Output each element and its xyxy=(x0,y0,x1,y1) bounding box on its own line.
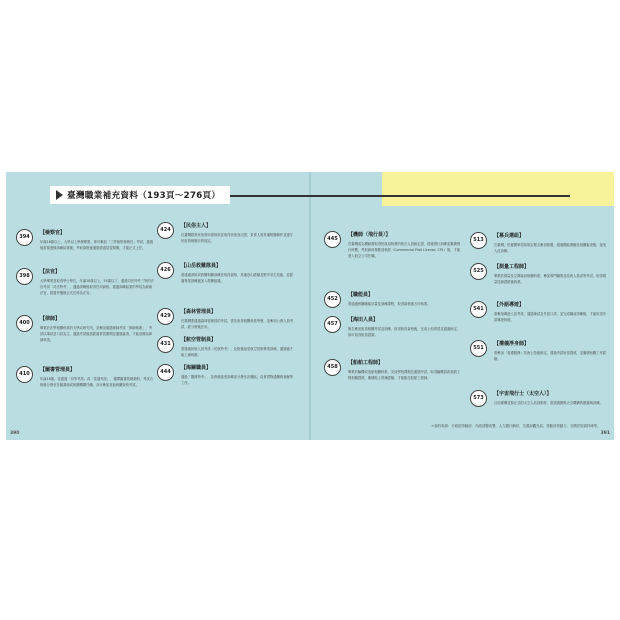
page-number-badge: 410 xyxy=(16,366,33,383)
entry-body: 目前臺灣並無正式的太空人培訓制度，需透過國際太空機構的甄選與訓練。 xyxy=(494,401,603,405)
book-spread xyxy=(6,172,614,440)
page-number-badge: 394 xyxy=(16,229,33,246)
entry-title: 【檢察官】 xyxy=(40,230,66,236)
entry-body: 需參加「喪禮服務」技術士技能檢定，通過考試取得證照，並累積相關工作經驗。 xyxy=(494,351,607,361)
entry-body: 在臺灣成為機師需取得民航局核發的航空人員檢定證，經過飛行訓練並累積飛行時數，考取商用駕駛員執照（Commercial Pilot License, CPL）後，才能進入航空公司任職。 xyxy=(348,242,461,258)
entry-body: 在臺灣經營民宿需申請核准並取得民宿登記證，負責人需具備相關條件並遵守民宿管理辦法的規定。 xyxy=(181,233,294,243)
section-title: 臺灣職業補充資料（193頁～276頁） xyxy=(67,191,221,201)
page-number-badge: 573 xyxy=(470,390,487,407)
entry-title: 【宇宙飛行士（太空人）】 xyxy=(494,391,552,397)
entry-marine-engineer xyxy=(327,360,463,381)
entry-mountain-rescue xyxy=(160,263,296,284)
entry-title: 【募兵選組】 xyxy=(494,233,525,239)
page-number-badge: 431 xyxy=(157,336,174,353)
entry-body: 在臺灣，依據國軍招募規定報名參加甄選，通過體能測驗及相關審查後，接受入伍訓練。 xyxy=(494,243,607,253)
entry-customs-officer xyxy=(160,365,296,386)
page-number-badge: 457 xyxy=(324,316,341,333)
entry-astronaut xyxy=(473,391,609,406)
entry-seafarer xyxy=(327,317,463,338)
source-footnote: ＊資料來源：行政院勞動部、內政部警政署、人力銀行網站、交通部觀光局、勞動部勞動力、全國法規資料庫等。 xyxy=(431,424,601,428)
entry-title: 【法官】 xyxy=(40,269,61,275)
entry-body: 需通過相關職能評量及訓練課程，取得資格後方可執業。 xyxy=(348,302,431,306)
page-number-badge: 444 xyxy=(157,364,174,381)
entry-tour-guide xyxy=(473,302,609,323)
page-number-badge: 426 xyxy=(157,262,174,279)
entry-librarian xyxy=(19,367,155,388)
page-number-badge: 452 xyxy=(324,291,341,308)
page-number-badge: 429 xyxy=(157,308,174,325)
arrow-icon xyxy=(56,190,63,200)
entry-title: 【禮儀淨身師】 xyxy=(494,341,530,347)
entry-body: 大學畢業並取得學士學位，年滿18歲以上，55歲以下，通過司法特考三等的法官考試「司法特考」，通過訓練後取得任用資格。通過訓練結業的學員為候補法官，經過考選後正式任命為法官。 xyxy=(40,279,154,295)
entry-title: 【律師】 xyxy=(40,316,61,322)
header-tab xyxy=(382,172,614,206)
entry-military-recruit xyxy=(473,233,609,254)
entry-air-traffic-controller xyxy=(160,337,296,358)
entry-body: 需參加導遊人員考試，通過筆試及外語口試，並完成職前訓練後，才能取得外語導遊執照。 xyxy=(494,312,607,322)
page-number-badge: 551 xyxy=(470,340,487,357)
left-page-number: 390 xyxy=(10,431,20,436)
entry-title: 【海關職員】 xyxy=(181,365,212,371)
entry-body: 需通過民航人員考試（民航特考），及格後接受航空管制專業訓練，通過後才能上線執勤。 xyxy=(181,347,294,357)
entry-bnb-owner xyxy=(160,223,296,244)
entry-funeral-washer xyxy=(473,341,609,362)
entry-vocational xyxy=(327,292,463,307)
entry-body: 年滿18歲以上，大學以上學歷畢業，即可參加「三等檢察事務官」考試，通過後需要進修訓練結業後，考取資格後還需經過見習期間，才能正式上任。 xyxy=(40,240,153,250)
entry-title: 【森林管理員】 xyxy=(181,309,217,315)
page-number-badge: 424 xyxy=(157,222,174,239)
page-fold xyxy=(309,172,311,440)
entry-survey-engineer xyxy=(473,264,609,285)
entry-title: 【圖書管理員】 xyxy=(40,367,76,373)
page-number-badge: 458 xyxy=(324,359,341,376)
entry-title: 【海田人員】 xyxy=(348,317,379,323)
entry-body: 畢業於輪機或造船相關科系，完成學校課程並通過考試，取得輪機員或船舶工程相關證照，累積船上實務經驗，才能擔任船舶工程師。 xyxy=(348,370,461,380)
entry-prosecutor xyxy=(19,230,155,251)
entry-body: 在臺灣要通過森林管理員的考試，需先取得相關科系學歷，並參加公務人員考試，經分發後任用。 xyxy=(181,319,294,329)
entry-body: 畢業於測量及空間資訊相關科系，參加專門職業及技術人員高等考試，取得測量技師證照後執業。 xyxy=(494,274,607,284)
entry-title: 【職能員】 xyxy=(348,292,374,298)
page-number-badge: 541 xyxy=(470,301,487,318)
page-number-badge: 398 xyxy=(16,268,33,285)
entry-body: 通過「關務特考」，及格後接受訓練並分發至各關區，負責貨物通關與查驗等工作。 xyxy=(181,375,294,385)
entry-title: 【外語導遊】 xyxy=(494,302,525,308)
entry-pilot xyxy=(327,232,463,259)
entry-title: 【船舶工程師】 xyxy=(348,360,384,366)
entry-title: 【山岳救難隊員】 xyxy=(181,263,222,269)
entry-body: 報名參加船員相關考試及訓練，取得船員資格後，完成上船實習並通過檢定，即可取得船員證書。 xyxy=(348,327,461,337)
entry-judge xyxy=(19,269,155,296)
page-number-badge: 445 xyxy=(324,231,341,248)
entry-body: 需通過消防或救難相關訓練並取得資格，具備登山經驗及野外求生技能，並經過專業訓練後加入救難組織。 xyxy=(181,273,294,283)
entry-lawyer xyxy=(19,316,155,343)
right-page-number: 391 xyxy=(600,431,610,436)
section-header xyxy=(50,186,230,204)
entry-body: 年滿18歲，並通過「初等考試」或「普通考試」，選擇圖書管理類科，考試合格後分發至各圖書館或相關機構任職，亦可參加其他相關資格考試。 xyxy=(40,377,153,387)
entry-title: 【機師（飛行員）】 xyxy=(348,232,391,238)
entry-body: 畢業於法學相關科系的大學或研究所，並參加通過律師考試「律師執照」，考試以筆試及口試為主，通過考試後需經過實習期間並通過審查，才能登錄為律師執業。 xyxy=(40,326,153,342)
page-number-badge: 513 xyxy=(470,232,487,249)
page-number-badge: 525 xyxy=(470,263,487,280)
entry-forest-manager xyxy=(160,309,296,330)
page-number-badge: 400 xyxy=(16,315,33,332)
entry-title: 【民俗主人】 xyxy=(181,223,212,229)
entry-title: 【測量工程師】 xyxy=(494,264,530,270)
entry-title: 【航空管制員】 xyxy=(181,337,217,343)
